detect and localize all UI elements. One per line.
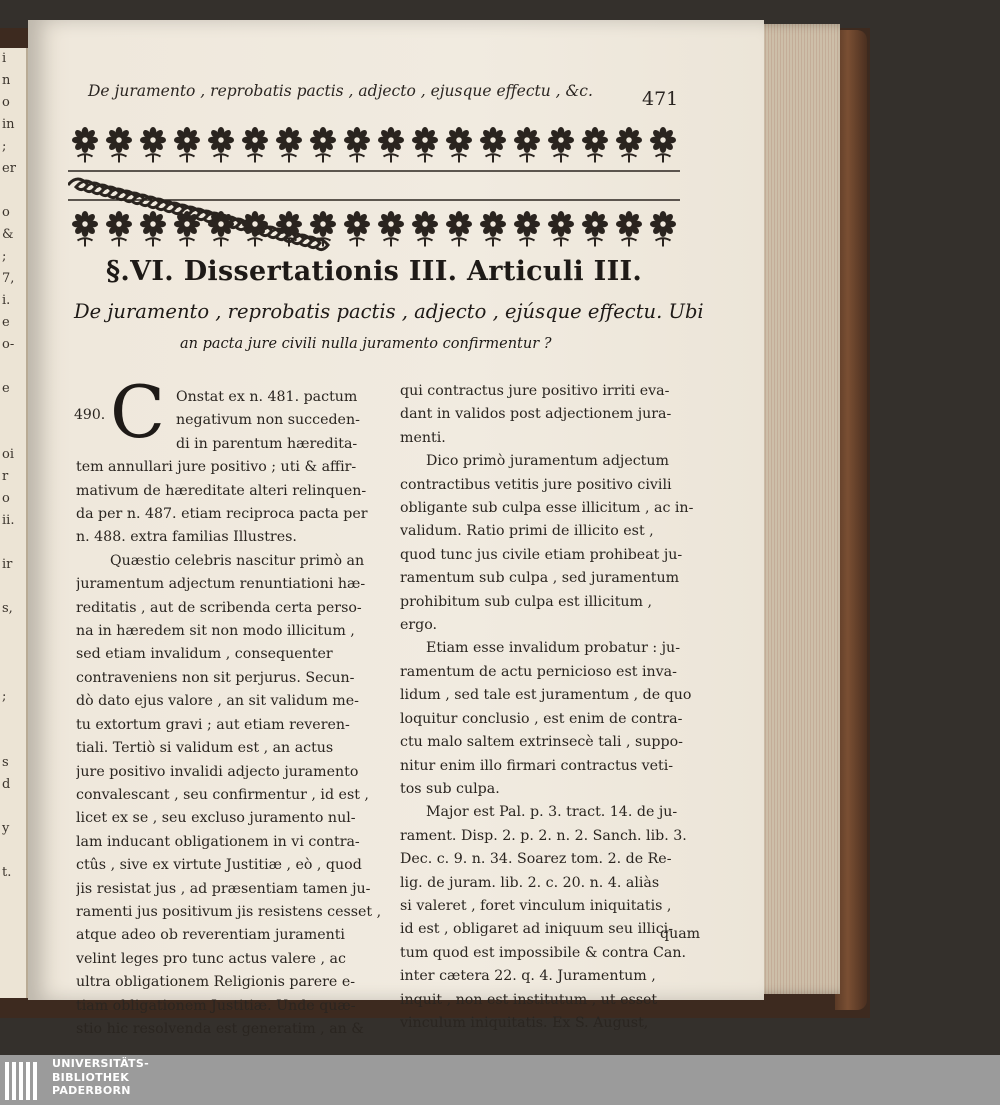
flower-ornament-icon bbox=[276, 211, 302, 247]
left-page-fragment bbox=[0, 730, 26, 752]
text-line: inter cætera 22. q. 4. Juramentum , bbox=[400, 968, 656, 985]
left-page-fragment: y bbox=[2, 821, 10, 836]
text-line: negativum non succeden- bbox=[176, 412, 360, 429]
text-line: lidum , sed tale est juramentum , de quo bbox=[400, 687, 692, 704]
left-page-fragment bbox=[0, 576, 26, 598]
text-line: obligante sub culpa esse illicitum , ac in- bbox=[400, 500, 694, 517]
flower-ornament-icon bbox=[208, 127, 234, 163]
left-text-column bbox=[74, 370, 384, 1041]
left-page-fragment: o- bbox=[2, 337, 15, 352]
left-page-fragment: t. bbox=[2, 865, 12, 880]
left-page-fragment: in bbox=[2, 117, 15, 132]
flower-ornament-icon bbox=[548, 211, 574, 247]
flower-ornament-icon bbox=[242, 127, 268, 163]
flower-ornament-icon bbox=[480, 211, 506, 247]
flower-ornament-icon bbox=[650, 211, 676, 247]
text-line: ctu malo saltem extrinsecè tali , suppo- bbox=[400, 734, 683, 751]
ornamental-band bbox=[68, 116, 680, 254]
left-page-fragment bbox=[0, 708, 26, 730]
library-name bbox=[52, 1057, 149, 1098]
flower-ornament-icon bbox=[208, 211, 234, 247]
text-line: reditatis , aut de scribenda certa perso- bbox=[76, 599, 362, 616]
left-page-fragment: 7, bbox=[2, 271, 15, 286]
footer-bar bbox=[0, 1055, 1000, 1105]
flower-ornament-icon bbox=[344, 127, 370, 163]
left-page-fragment bbox=[0, 884, 26, 906]
drop-cap: C bbox=[110, 370, 166, 454]
text-line: tem annullari jure positivo ; uti & affir- bbox=[76, 459, 357, 476]
left-page-fragment: s bbox=[2, 755, 9, 770]
text-line: ergo. bbox=[400, 617, 438, 634]
text-line: Dico primò juramentum adjectum bbox=[426, 453, 669, 470]
left-page-fragment: r bbox=[2, 469, 9, 484]
left-page-fragment bbox=[0, 840, 26, 862]
library-name-line-3: PADERBORN bbox=[52, 1084, 131, 1097]
left-page-fragment: ; bbox=[2, 249, 7, 264]
flower-ornament-icon bbox=[174, 127, 200, 163]
left-page-fragment: e bbox=[2, 381, 10, 396]
left-page-fragment: er bbox=[2, 161, 16, 176]
left-page-fragment bbox=[0, 532, 26, 554]
flower-ornament-icon bbox=[480, 127, 506, 163]
text-line: atque adeo ob reverentiam juramenti bbox=[76, 927, 345, 944]
left-page-fragment: ; bbox=[2, 689, 7, 704]
running-head: De juramento , reprobatis pactis , adjecto , ejusque effectu , &c. bbox=[88, 82, 593, 100]
subtitle-line-2: an pacta jure civili nulla juramento confirmentur ? bbox=[180, 336, 552, 352]
left-page-fragment: n bbox=[2, 73, 11, 88]
left-page-fragment: ir bbox=[2, 557, 13, 572]
text-line: ramentum de actu pernicioso est inva- bbox=[400, 663, 677, 680]
text-line: jis resistat jus , ad præsentiam tamen ju- bbox=[76, 880, 371, 897]
paragraph-number: 490. bbox=[74, 407, 106, 423]
library-name-line-2: BIBLIOTHEK bbox=[52, 1070, 130, 1084]
flower-ornament-icon bbox=[140, 211, 166, 247]
text-line: Onstat ex n. 481. pactum bbox=[176, 389, 358, 405]
flower-ornament-icon bbox=[582, 127, 608, 163]
flower-ornament-icon bbox=[106, 211, 132, 247]
flower-ornament-icon bbox=[174, 211, 200, 247]
text-line: Dec. c. 9. n. 34. Soarez tom. 2. de Re- bbox=[400, 851, 672, 868]
library-name-line-1: UNIVERSITÄTS- bbox=[52, 1057, 149, 1070]
left-page-fragment bbox=[0, 664, 26, 686]
text-line: di in parentum hæredita- bbox=[176, 435, 358, 452]
text-line: licet ex se , seu excluso juramento nul- bbox=[76, 810, 356, 827]
left-page-fragment: oi bbox=[2, 447, 14, 462]
left-page-fragment bbox=[0, 796, 26, 818]
left-page-fragment: & bbox=[2, 227, 14, 242]
text-line: loquitur conclusio , est enim de contra- bbox=[400, 710, 683, 727]
flower-ornament-icon bbox=[242, 211, 268, 247]
left-page-fragment bbox=[0, 422, 26, 444]
flower-ornament-icon bbox=[650, 127, 676, 163]
left-page-fragment: d bbox=[2, 777, 11, 792]
text-line: na in hæredem sit non modo illicitum , bbox=[76, 623, 355, 640]
flower-ornament-icon bbox=[378, 127, 404, 163]
text-line: qui contractus jure positivo irriti eva- bbox=[400, 383, 670, 399]
text-line: lig. de juram. lib. 2. c. 20. n. 4. aliàs bbox=[400, 874, 660, 891]
text-line: tu extortum gravi ; aut etiam reveren- bbox=[76, 716, 350, 733]
text-line: mativum de hæreditate alteri relinquen- bbox=[76, 482, 367, 499]
flower-ornament-icon bbox=[140, 127, 166, 163]
left-page-fragment: e bbox=[2, 315, 10, 330]
flower-ornament-icon bbox=[514, 211, 540, 247]
text-line: vinculum iniquitatis. Ex S. August, bbox=[400, 1014, 649, 1031]
right-text-column bbox=[400, 380, 700, 1035]
text-line: ramentum sub culpa , sed juramentum bbox=[400, 570, 680, 587]
text-line: id est , obligaret ad iniquum seu illici- bbox=[400, 921, 673, 938]
left-page-fragment: i. bbox=[2, 293, 11, 308]
text-line: dant in validos post adjectionem jura- bbox=[400, 406, 672, 423]
left-page-fragment bbox=[0, 620, 26, 642]
left-page-fragment: ; bbox=[2, 139, 7, 154]
text-line: velint leges pro tunc actus valere , ac bbox=[76, 950, 346, 967]
text-line: si valeret , foret vinculum iniquitatis , bbox=[400, 897, 672, 914]
left-page-fragment: o bbox=[2, 491, 10, 506]
flower-ornament-icon bbox=[72, 127, 98, 163]
text-line: tiali. Tertiò si validum est , an actus bbox=[76, 740, 334, 757]
library-logo-icon bbox=[5, 1060, 45, 1100]
text-line: dò dato ejus valore , an sit validum me- bbox=[76, 693, 359, 710]
text-line: Major est Pal. p. 3. tract. 14. de ju- bbox=[426, 804, 678, 821]
left-page-fragment: s, bbox=[2, 601, 13, 616]
left-page-edge bbox=[0, 48, 28, 998]
flower-ornament-icon bbox=[616, 211, 642, 247]
text-line: contractibus vetitis jure positivo civili bbox=[400, 476, 672, 493]
text-line: quod tunc jus civile etiam prohibeat ju- bbox=[400, 546, 683, 563]
text-line: tiam obligationem Justitiæ. Unde quæ- bbox=[76, 997, 356, 1014]
flower-ornament-icon bbox=[276, 127, 302, 163]
text-line: menti. bbox=[400, 429, 446, 446]
left-page-fragment: o bbox=[2, 205, 10, 220]
subtitle-line-1: De juramento , reprobatis pactis , adjecto , ejúsque effectu. Ubi bbox=[74, 300, 704, 323]
left-page-fragment: i bbox=[2, 51, 7, 66]
text-line: validum. Ratio primi de illicito est , bbox=[400, 523, 654, 540]
text-line: tos sub culpa. bbox=[400, 780, 500, 797]
text-line: rament. Disp. 2. p. 2. n. 2. Sanch. lib. 3. bbox=[400, 827, 687, 844]
left-page-fragment: ii. bbox=[2, 513, 15, 528]
text-line: juramentum adjectum renuntiationi hæ- bbox=[76, 576, 366, 593]
flower-ornament-icon bbox=[514, 127, 540, 163]
flower-ornament-icon bbox=[378, 211, 404, 247]
catchword: quam bbox=[660, 926, 701, 942]
flower-ornament-icon bbox=[616, 127, 642, 163]
flower-ornament-icon bbox=[344, 211, 370, 247]
text-line: prohibitum sub culpa est illicitum , bbox=[400, 593, 653, 610]
flower-ornament-icon bbox=[446, 211, 472, 247]
flower-ornament-icon bbox=[106, 127, 132, 163]
left-page-fragment: o bbox=[2, 95, 10, 110]
text-line: Quæstio celebris nascitur primò an bbox=[110, 552, 365, 569]
text-line: n. 488. extra familias Illustres. bbox=[76, 529, 297, 546]
text-line: Etiam esse invalidum probatur : ju- bbox=[426, 640, 680, 657]
text-line: sed etiam invalidum , consequenter bbox=[76, 646, 333, 663]
flower-ornament-icon bbox=[548, 127, 574, 163]
text-line: ramenti jus positivum jis resistens cesset , bbox=[76, 903, 382, 920]
text-line: lam inducant obligationem in vi contra- bbox=[76, 833, 360, 850]
flower-ornament-icon bbox=[446, 127, 472, 163]
text-line: tum quod est impossibile & contra Can. bbox=[400, 944, 686, 961]
text-line: inquit , non est institutum , ut esset bbox=[400, 991, 658, 1008]
scroll-ornament-icon bbox=[68, 171, 680, 250]
flower-ornament-icon bbox=[72, 211, 98, 247]
text-line: ultra obligationem Religionis parere e- bbox=[76, 974, 356, 991]
text-line: nitur enim illo firmari contractus veti- bbox=[400, 757, 674, 774]
text-line: stio hic resolvenda est generatim , an & bbox=[76, 1020, 364, 1037]
flower-ornament-icon bbox=[412, 127, 438, 163]
left-page-fragment bbox=[0, 642, 26, 664]
text-line: convalescant , seu confirmentur , id est , bbox=[76, 786, 369, 803]
text-line: jure positivo invalidi adjecto juramento bbox=[76, 763, 359, 780]
text-line: ctûs , sive ex virtute Justitiæ , eò , quod bbox=[76, 857, 362, 874]
flower-ornament-icon bbox=[582, 211, 608, 247]
flower-ornament-icon bbox=[310, 127, 336, 163]
text-line: contraveniens non sit perjurus. Secun- bbox=[76, 669, 355, 686]
text-line: da per n. 487. etiam reciproca pacta per bbox=[76, 506, 368, 523]
flower-ornament-icon bbox=[412, 211, 438, 247]
page-number: 471 bbox=[642, 88, 679, 110]
left-page-fragment bbox=[0, 356, 26, 378]
book-page bbox=[28, 20, 764, 1037]
left-page-fragment bbox=[0, 400, 26, 422]
left-page-fragment bbox=[0, 180, 26, 202]
section-title: §.VI. Dissertationis III. Articuli III. bbox=[106, 256, 643, 287]
